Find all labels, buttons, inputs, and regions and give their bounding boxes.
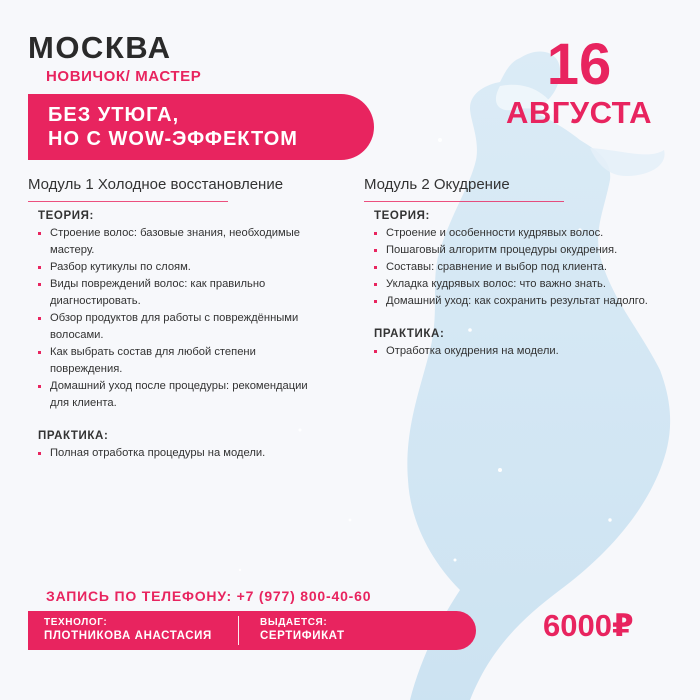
practice-heading: ПРАКТИКА: [38,430,109,442]
list-item: Строение и особенности кудрявых волос. [374,225,674,242]
event-date [490,32,668,130]
list-item: Отработка окудрения на модели. [374,343,674,360]
theory-list [28,225,328,412]
list-item: Домашний уход после процедуры: рекомендации для клиента. [38,378,328,412]
price: 6000₽ [543,608,634,643]
date-day: 16 [546,32,612,97]
headline-line-1: БЕЗ УТЮГА, [48,104,180,126]
practice-list [364,343,674,360]
list-item: Пошаговый алгоритм процедуры окудрения. [374,242,674,259]
module-title: Модуль 1 Холодное восстановление [28,176,284,193]
list-item: Укладка кудрявых волос: что важно знать. [374,276,674,293]
module-underline [28,201,228,202]
headline-line-2: НО С WOW-ЭФФЕКТОМ [48,128,298,150]
issued-value: СЕРТИФИКАТ [260,630,345,642]
theory-heading: ТЕОРИЯ: [38,210,94,222]
practice-heading: ПРАКТИКА: [374,328,445,340]
module-2 [364,176,674,360]
list-item: Как выбрать состав для любой степени повреждения. [38,344,328,378]
technologist-label: ТЕХНОЛОГ: [44,617,108,628]
technologist-name: ПЛОТНИКОВА АНАСТАСИЯ [44,630,212,642]
theory-list [364,225,674,310]
list-item: Разбор кутикулы по слоям. [38,259,328,276]
city-title: МОСКВА [28,30,172,65]
theory-heading: ТЕОРИЯ: [374,210,430,222]
list-item: Домашний уход: как сохранить результат надолго. [374,293,674,310]
date-month: АВГУСТА [505,95,653,130]
figure-silhouette [407,51,670,700]
phone-booking-line: ЗАПИСЬ ПО ТЕЛЕФОНУ: +7 (977) 800-40-60 [46,588,372,604]
info-bar [28,611,476,650]
headline-banner [28,94,374,160]
practice-list [28,445,328,462]
list-item: Составы: сравнение и выбор под клиента. [374,259,674,276]
module-1 [28,176,328,462]
level-label: НОВИЧОК/ МАСТЕР [46,68,202,85]
list-item: Полная отработка процедуры на модели. [38,445,328,462]
list-item: Виды повреждений волос: как правильно диагностировать. [38,276,328,310]
list-item: Обзор продуктов для работы с повреждёнными волосами. [38,310,328,344]
issued-label: ВЫДАЕТСЯ: [260,617,328,628]
issued-info [260,617,345,642]
module-underline [364,201,564,202]
module-title: Модуль 2 Окудрение [364,176,510,193]
info-divider [238,616,239,645]
list-item: Строение волос: базовые знания, необходимые мастеру. [38,225,328,259]
technologist-info [44,617,212,642]
